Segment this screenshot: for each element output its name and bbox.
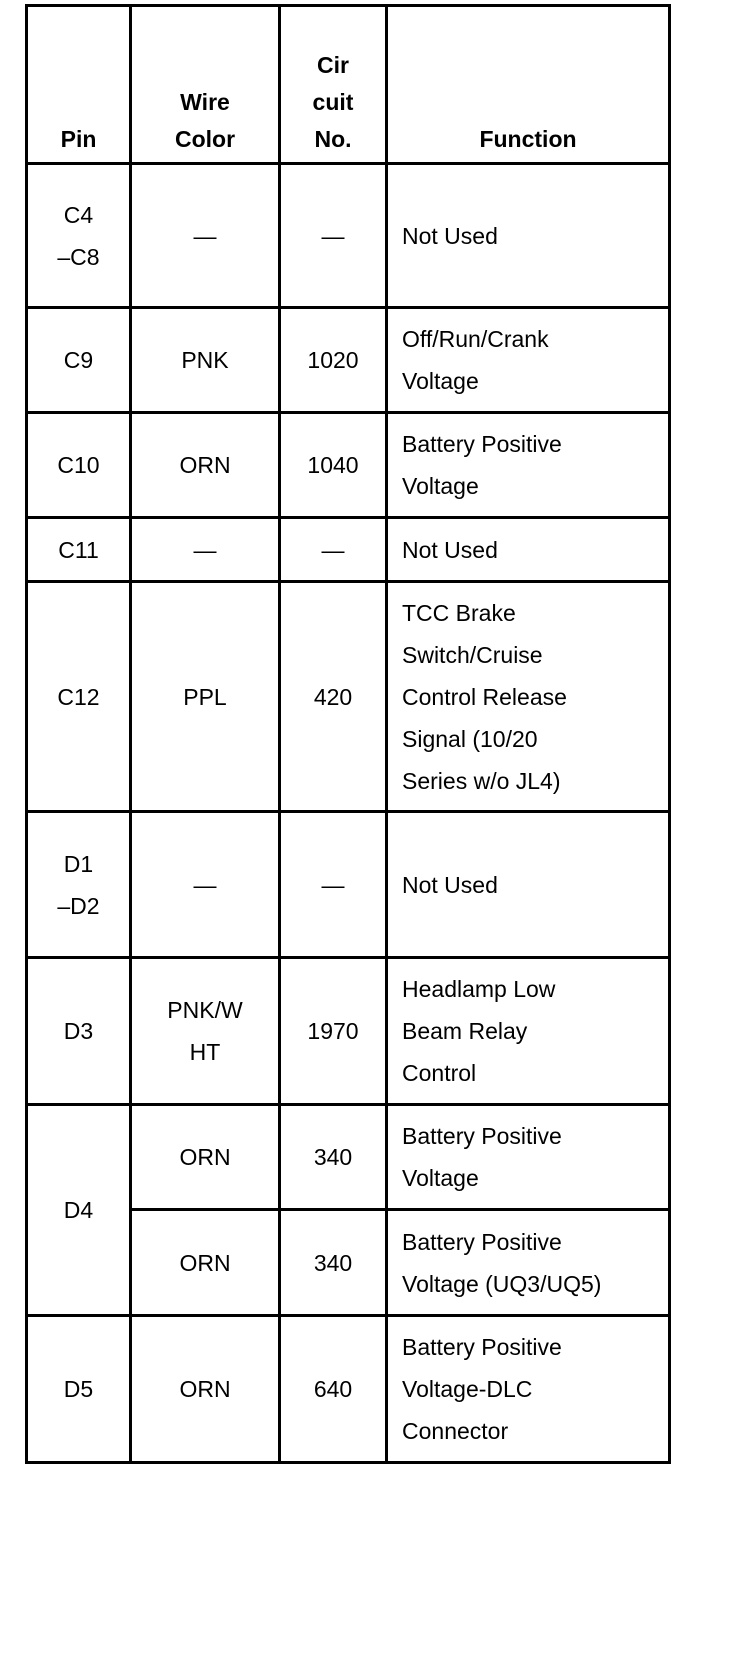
- cell-pin: D1 –D2: [27, 812, 131, 958]
- table-header-row: [27, 6, 670, 164]
- cell-circuit-no: 640: [280, 1316, 387, 1463]
- cell-circuit-no: 340: [280, 1210, 387, 1316]
- table-row: [27, 1316, 670, 1463]
- cell-circuit-no: 1020: [280, 308, 387, 413]
- header-circuit-no: Cir cuit No.: [280, 6, 387, 164]
- cell-function: Not Used: [387, 518, 670, 582]
- cell-circuit-no: 340: [280, 1105, 387, 1210]
- cell-pin: C10: [27, 413, 131, 518]
- header-wire-color: Wire Color: [131, 6, 280, 164]
- cell-wire-color: ORN: [131, 1316, 280, 1463]
- cell-circuit-no: —: [280, 164, 387, 308]
- cell-pin: C9: [27, 308, 131, 413]
- cell-function: Battery Positive Voltage (UQ3/UQ5): [387, 1210, 670, 1316]
- cell-pin: D3: [27, 958, 131, 1105]
- cell-function: Battery Positive Voltage: [387, 413, 670, 518]
- table-row: [27, 812, 670, 958]
- cell-wire-color: PNK: [131, 308, 280, 413]
- cell-function: Battery Positive Voltage-DLC Connector: [387, 1316, 670, 1463]
- cell-wire-color: PPL: [131, 582, 280, 812]
- cell-wire-color: ORN: [131, 1210, 280, 1316]
- cell-wire-color: —: [131, 812, 280, 958]
- table-row: [27, 413, 670, 518]
- table-row: [27, 582, 670, 812]
- cell-circuit-no: —: [280, 518, 387, 582]
- cell-function: Not Used: [387, 164, 670, 308]
- table-row: [27, 164, 670, 308]
- cell-function: TCC Brake Switch/Cruise Control Release Signal (10/20 Series w/o JL4): [387, 582, 670, 812]
- cell-circuit-no: 1040: [280, 413, 387, 518]
- cell-wire-color: ORN: [131, 1105, 280, 1210]
- cell-circuit-no: —: [280, 812, 387, 958]
- cell-pin: C11: [27, 518, 131, 582]
- cell-function: Headlamp Low Beam Relay Control: [387, 958, 670, 1105]
- cell-wire-color: ORN: [131, 413, 280, 518]
- table-row: [27, 1105, 670, 1210]
- cell-pin: C12: [27, 582, 131, 812]
- header-function: Function: [387, 6, 670, 164]
- table-row: [27, 958, 670, 1105]
- cell-pin: D4: [27, 1105, 131, 1316]
- cell-wire-color: —: [131, 518, 280, 582]
- header-pin: Pin: [27, 6, 131, 164]
- table-row: [27, 518, 670, 582]
- cell-function: Battery Positive Voltage: [387, 1105, 670, 1210]
- cell-wire-color: —: [131, 164, 280, 308]
- pin-function-table: [25, 4, 671, 1464]
- cell-function: Not Used: [387, 812, 670, 958]
- cell-circuit-no: 1970: [280, 958, 387, 1105]
- table-row: [27, 308, 670, 413]
- cell-pin: D5: [27, 1316, 131, 1463]
- cell-function: Off/Run/Crank Voltage: [387, 308, 670, 413]
- cell-circuit-no: 420: [280, 582, 387, 812]
- cell-wire-color: PNK/W HT: [131, 958, 280, 1105]
- cell-pin: C4 –C8: [27, 164, 131, 308]
